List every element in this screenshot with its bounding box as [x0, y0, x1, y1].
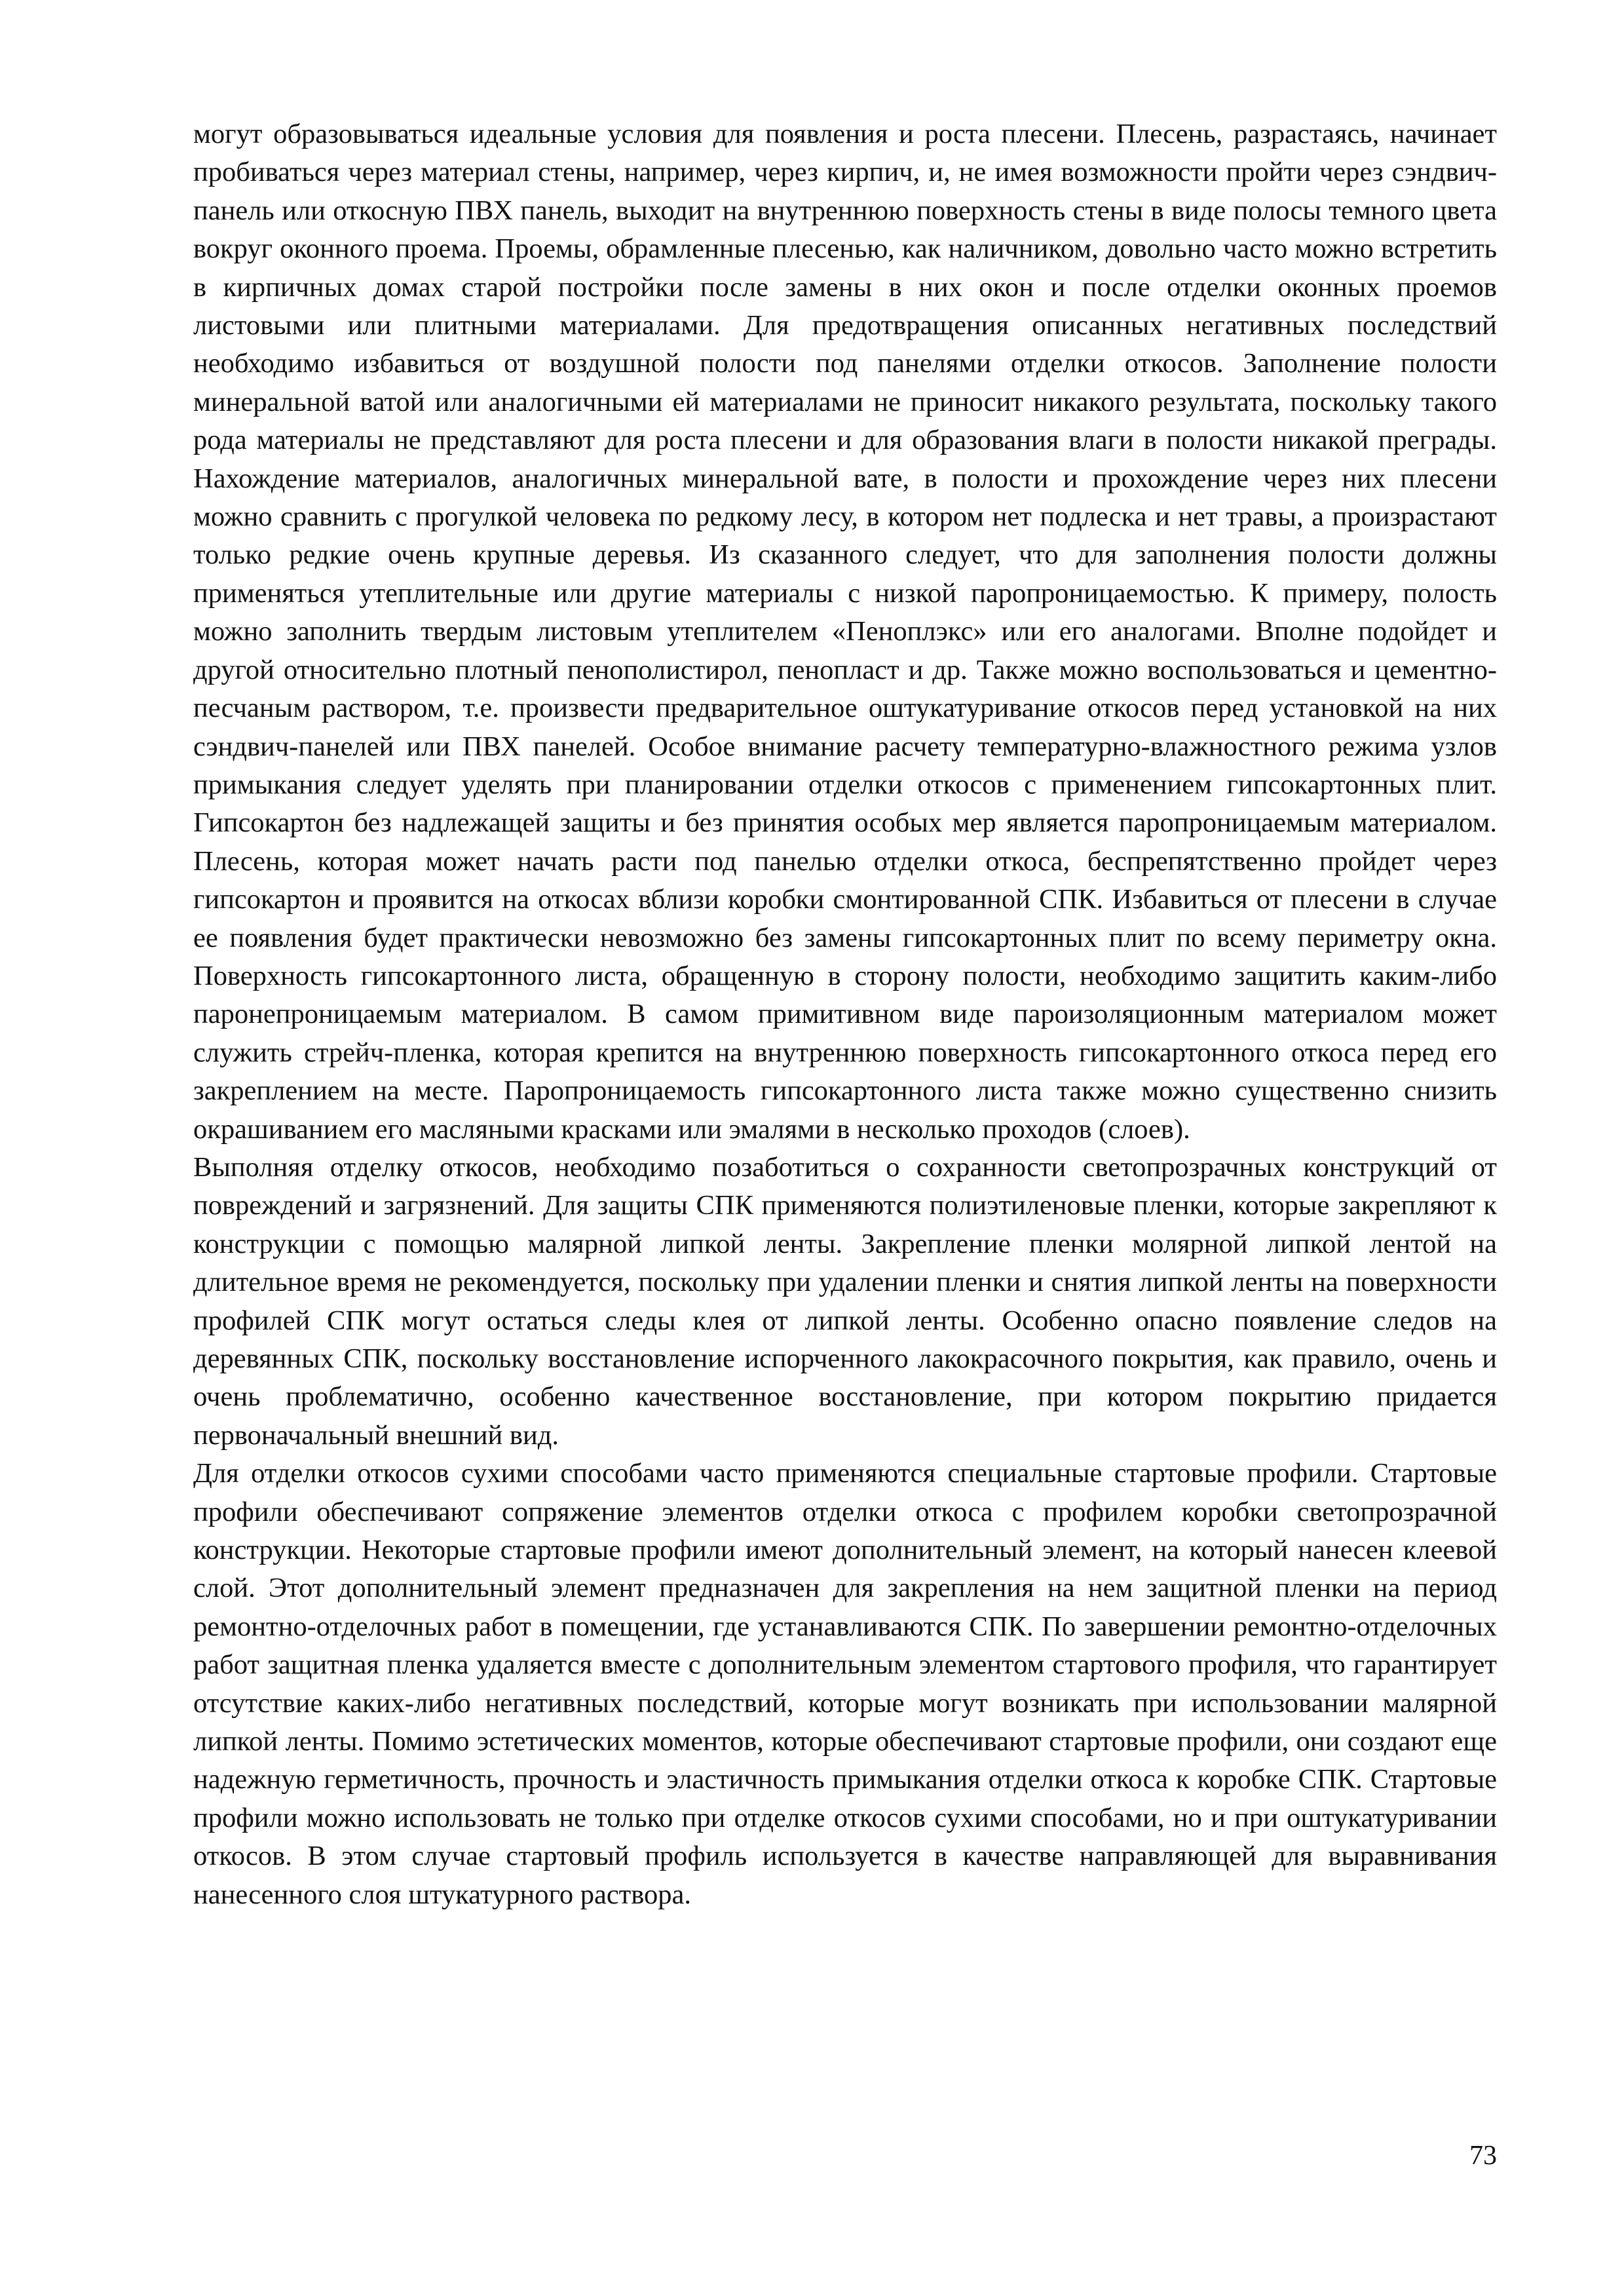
paragraph-starter-profiles: Для отделки откосов сухими способами часто применяются специальные стартовые профили. Стартовые профили обеспечивают сопряжение элементов отделки откоса с профилем коробки светопрозрачной конструкции. Некоторые стартовые профили имеют дополнительный элемент, на который нанесен клеевой слой. Этот дополнительный элемент предназначен для закрепления на нем защитной пленки на период ремонтно-отделочных работ в помещении, где устанавливаются СПК. По завершении ремонтно-отделочных работ защитная пленка удаляется вместе с дополнительным элементом стартового профиля, что гарантирует отсутствие каких-либо негативных последствий, которые могут возникать при использовании малярной липкой ленты. Помимо эстетических моментов, которые обеспечивают стартовые профили, они создают еще надежную герметичность, прочность и эластичность примыкания отделки откоса к коробке СПК. Стартовые профили можно использовать не только при отделке откосов сухими способами, но и при оштукатуривании откосов. В этом случае стартовый профиль используется в качестве направляющей для выравнивания нанесенного слоя штукатурного раствора.	[193, 1458, 1497, 1910]
page-number: 73	[1469, 2141, 1497, 2171]
paragraph-mold-prevention: могут образовываться идеальные условия для появления и роста плесени. Плесень, разрастаясь, начинает пробиваться через материал стены, например, через кирпич, и, не имея возможности пройти через сэндвич-панель или откосную ПВХ панель, выходит на внутреннюю поверхность стены в виде полосы темного цвета вокруг оконного проема. Проемы, обрамленные плесенью, как наличником, довольно часто можно встретить в кирпичных домах старой постройки после замены в них окон и после отделки оконных проемов листовыми или плитными материалами. Для предотвращения описанных негативных последствий необходимо избавиться от воздушной полости под панелями отделки откосов. Заполнение полости минеральной ватой или аналогичными ей материалами не приносит никакого результата, поскольку такого рода материалы не представляют для роста плесени и для образования влаги в полости никакой преграды. Нахождение материалов, аналогичных минеральной вате, в полости и прохождение через них плесени можно сравнить с прогулкой человека по редкому лесу, в котором нет подлеска и нет травы, а произрастают только редкие очень крупные деревья. Из сказанного следует, что для заполнения полости должны применяться утеплительные или другие материалы с низкой паропроницаемостью. К примеру, полость можно заполнить твердым листовым утеплителем «Пеноплэкс» или его аналогами. Вполне подойдет и другой относительно плотный пенополистирол, пенопласт и др. Также можно воспользоваться и цементно-песчаным раствором, т.е. произвести предварительное оштукатуривание откосов перед установкой на них сэндвич-панелей или ПВХ панелей. Особое внимание расчету температурно-влажностного режима узлов примыкания следует уделять при планировании отделки откосов с применением гипсокартонных плит. Гипсокартон без надлежащей защиты и без принятия особых мер является паропроницаемым материалом. Плесень, которая может начать расти под панелью отделки откоса, беспрепятственно пройдет через гипсокартон и проявится на откосах вблизи коробки смонтированной СПК. Избавиться от плесени в случае ее появления будет практически невозможно без замены гипсокартонных плит по всему периметру окна. Поверхность гипсокартонного листа, обращенную в сторону полости, необходимо защитить каким-либо паронепроницаемым материалом. В самом примитивном виде пароизоляционным материалом может служить стрейч-пленка, которая крепится на внутреннюю поверхность гипсокартонного откоса перед его закреплением на месте. Паропроницаемость гипсокартонного листа также можно существенно снизить окрашиванием его масляными красками или эмалями в несколько проходов (слоев).	[193, 119, 1497, 1145]
body-text	[193, 115, 1497, 1914]
paragraph-protection-during-finishing: Выполняя отделку откосов, необходимо позаботиться о сохранности светопрозрачных конструкций от повреждений и загрязнений. Для защиты СПК применяются полиэтиленовые пленки, которые закрепляют к конструкции с помощью малярной липкой ленты. Закрепление пленки молярной липкой лентой на длительное время не рекомендуется, поскольку при удалении пленки и снятия липкой ленты на поверхности профилей СПК могут остаться следы клея от липкой ленты. Особенно опасно появление следов на деревянных СПК, поскольку восстановление испорченного лакокрасочного покрытия, как правило, очень и очень проблематично, особенно качественное восстановление, при котором покрытию придается первоначальный внешний вид.	[193, 1151, 1497, 1451]
